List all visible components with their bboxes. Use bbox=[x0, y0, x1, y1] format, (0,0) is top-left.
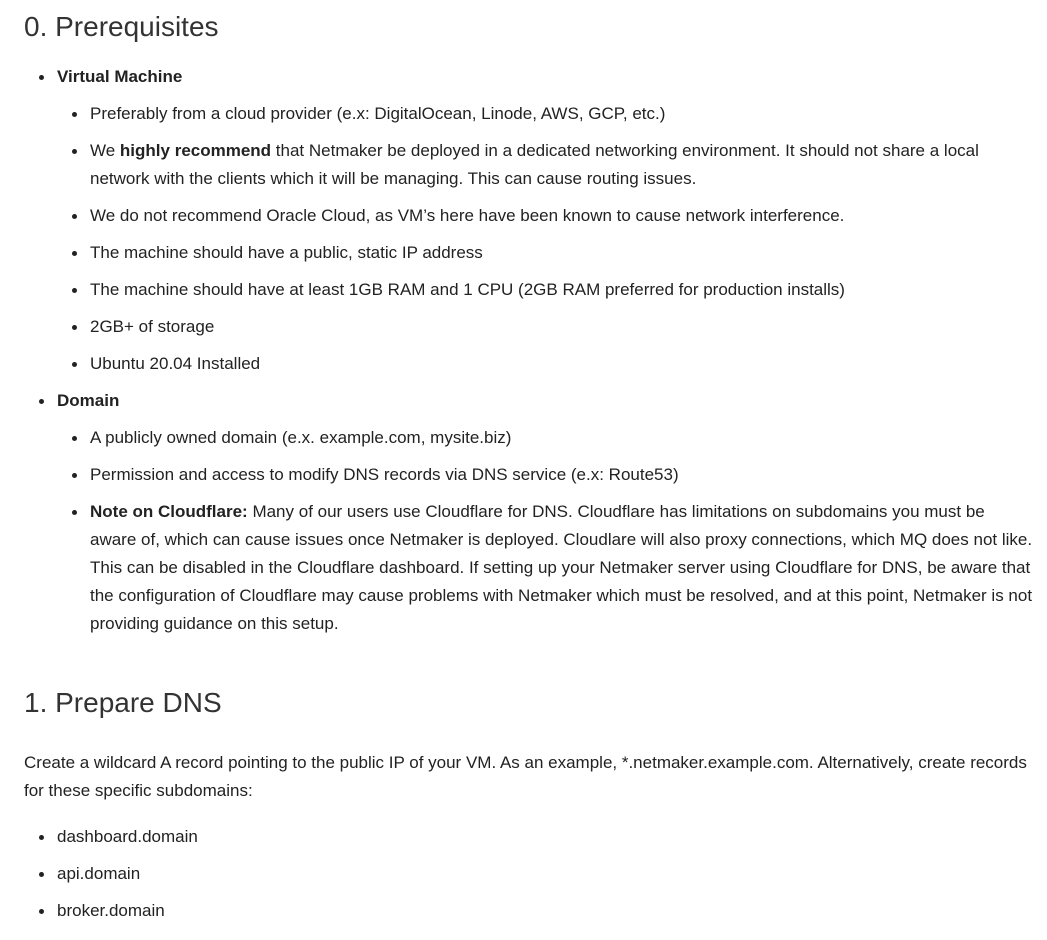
list-item: dashboard.domain bbox=[24, 823, 1034, 851]
list-item: We do not recommend Oracle Cloud, as VM’s here have been known to cause network interference. bbox=[57, 202, 1034, 230]
section-heading-prerequisites: 0. Prerequisites bbox=[24, 11, 219, 42]
list-item: api.domain bbox=[24, 860, 1034, 888]
text: Many of our users use Cloudflare for DNS. Cloudflare has limitations on subdomains you must be aware of, which can cause issues once Netmaker is deployed. Cloudlare will also proxy connections, which MQ does not like. This can be disabled in the Cloudflare dashboard. If setting up your Netmaker server using Cloudflare for DNS, be aware that the configuration of Cloudflare may cause problems with Netmaker which must be resolved, and at this point, Netmaker is not providing guidance on this setup. bbox=[90, 502, 1033, 633]
list-item-title: Domain bbox=[57, 391, 120, 410]
emphasis: highly recommend bbox=[119, 141, 272, 160]
list-item: Ubuntu 20.04 Installed bbox=[57, 350, 1034, 378]
list-item-recommendation bbox=[57, 137, 1034, 193]
list-item: Preferably from a cloud provider (e.x: DigitalOcean, Linode, AWS, GCP, etc.) bbox=[57, 100, 1034, 128]
list-item: 2GB+ of storage bbox=[57, 313, 1034, 341]
subdomain-list bbox=[24, 823, 1034, 925]
list-item: Permission and access to modify DNS records via DNS service (e.x: Route53) bbox=[57, 461, 1034, 489]
prerequisites-list bbox=[24, 63, 1034, 638]
list-item: broker.domain bbox=[24, 897, 1034, 925]
list-item-title: Virtual Machine bbox=[57, 67, 183, 86]
section-heading-prepare-dns: 1. Prepare DNS bbox=[24, 687, 222, 718]
list-item-domain bbox=[24, 387, 1034, 638]
emphasis: Note on Cloudflare: bbox=[90, 502, 248, 521]
vm-requirements-list bbox=[57, 100, 1034, 378]
dns-intro-paragraph: Create a wildcard A record pointing to the public IP of your VM. As an example, *.netmaker.example.com. Alternatively, create records for these specific subdomains: bbox=[24, 753, 1027, 800]
text: that Netmaker be deployed in a dedicated networking environment. It should not share a local network with the clients which it will be managing. This can cause routing issues. bbox=[90, 141, 979, 188]
list-item: The machine should have a public, static IP address bbox=[57, 239, 1034, 267]
list-item: A publicly owned domain (e.x. example.com, mysite.biz) bbox=[57, 424, 1034, 452]
list-item: The machine should have at least 1GB RAM and 1 CPU (2GB RAM preferred for production installs) bbox=[57, 276, 1034, 304]
list-item-cloudflare-note bbox=[57, 498, 1034, 638]
text: We bbox=[90, 141, 120, 160]
list-item-virtual-machine bbox=[24, 63, 1034, 378]
domain-requirements-list bbox=[57, 424, 1034, 638]
